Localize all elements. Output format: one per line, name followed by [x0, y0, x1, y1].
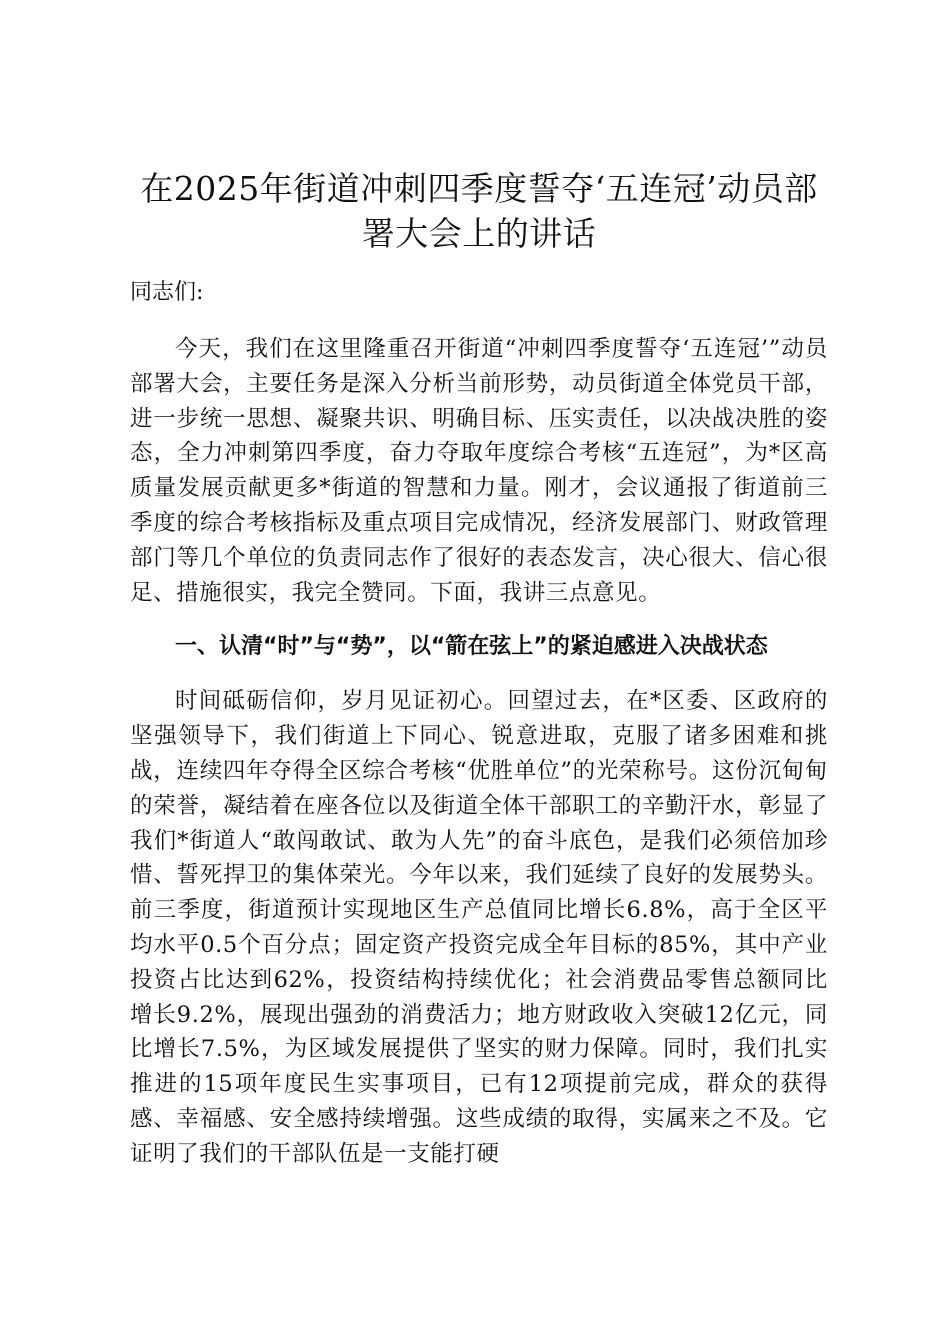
section-heading-1: 一、认清“时”与“势”，以“箭在弦上”的紧迫感进入决战状态 [175, 634, 768, 660]
paragraph-intro: 今天，我们在这里隆重召开街道“冲刺四季度誓夺‘五连冠’”动员部署大会，主要任务是深入分析当前形势，动员街道全体党员干部，进一步统一思想、凝聚共识、明确目标、压实责任，以决战决胜的姿态，全力冲刺第四季度，奋力夺取年度综合考核“五连冠”，为*区高质量发展贡献更多*街道的智慧和力量。刚才，会议通报了街道前三季度的综合考核指标及重点项目完成情况，经济发展部门、财政管理部门等几个单位的负责同志作了很好的表态发言，决心很大、信心很足、措施很实，我完全赞同。下面，我讲三点意见。 [130, 336, 828, 606]
paragraph-section-1: 时间砥砺信仰，岁月见证初心。回望过去，在*区委、区政府的坚强领导下，我们街道上下同心、锐意进取，克服了诸多困难和挑战，连续四年夺得全区综合考核“优胜单位”的光荣称号。这份沉甸甸的荣誉，凝结着在座各位以及街道全体干部职工的辛勤汗水，彰显了我们*街道人“敢闯敢试、敢为人先”的奋斗底色，是我们必须倍加珍惜、誓死捍卫的集体荣光。今年以来，我们延续了良好的发展势头。前三季度，街道预计实现地区生产总值同比增长6.8%，高于全区平均水平0.5个百分点；固定资产投资完成全年目标的85%，其中产业投资占比达到62%，投资结构持续优化；社会消费品零售总额同比增长9.2%，展现出强劲的消费活力；地方财政收入突破12亿元，同比增长7.5%，为区域发展提供了坚实的财力保障。同时，我们扎实推进的15项年度民生实事项目，已有12项提前完成，群众的获得感、幸福感、安全感持续增强。这些成绩的取得，实属来之不及。它证明了我们的干部队伍是一支能打硬 [130, 688, 828, 1167]
document-body [130, 166, 828, 1172]
salutation: 同志们: [130, 280, 204, 305]
document-title: 在2025年街道冲刺四季度誓夺‘五连冠’动员部署大会上的讲话 [140, 169, 818, 253]
